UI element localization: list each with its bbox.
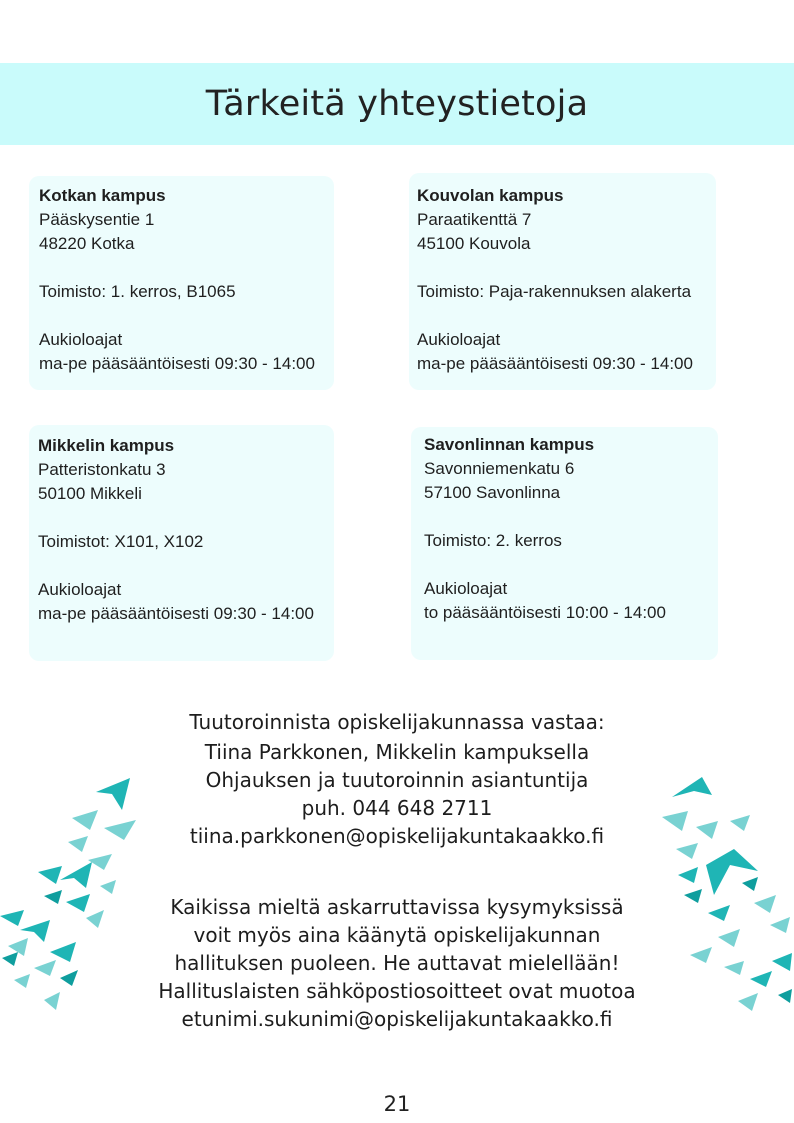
contact-role: Ohjauksen ja tuutoroinnin asiantuntija (205, 768, 589, 792)
campus-city: 45100 Kouvola (417, 234, 531, 253)
campus-hours-label: Aukioloajat (39, 330, 123, 349)
campus-hours: ma-pe pääsääntöisesti 09:30 - 14:00 (417, 354, 693, 373)
campus-hours-label: Aukioloajat (38, 580, 122, 599)
campus-card-kotka (29, 176, 334, 390)
campus-name: Mikkelin kampus (38, 436, 175, 455)
campus-office: Toimisto: Paja-rakennuksen alakerta (417, 282, 692, 301)
campus-hours-label: Aukioloajat (424, 579, 508, 598)
advice-line: Kaikissa mieltä askarruttavissa kysymyksissä (170, 895, 624, 919)
tutoring-contact (97, 708, 697, 850)
page-title: Tärkeitä yhteystietoja (205, 84, 589, 124)
page-number: 21 (383, 1092, 411, 1116)
campus-city: 48220 Kotka (39, 234, 135, 253)
paper-birds-right-icon (654, 765, 794, 1020)
advice-line: voit myös aina käänytä opiskelijakunnan (193, 923, 601, 947)
campus-street: Savonniemenkatu 6 (424, 459, 575, 478)
contact-phone: puh. 044 648 2711 (301, 796, 493, 820)
contact-heading: Tuutoroinnista opiskelijakunnassa vastaa: (189, 710, 605, 734)
campus-hours-label: Aukioloajat (417, 330, 501, 349)
campus-hours: ma-pe pääsääntöisesti 09:30 - 14:00 (39, 354, 315, 373)
paper-birds-left-icon (0, 770, 150, 1020)
campus-hours: ma-pe pääsääntöisesti 09:30 - 14:00 (38, 604, 314, 623)
campus-street: Paraatikenttä 7 (417, 210, 532, 229)
contact-email[interactable]: tiina.parkkonen@opiskelijakuntakaakko.fi (189, 824, 605, 848)
title-band (0, 63, 794, 145)
campus-name: Savonlinnan kampus (424, 435, 595, 454)
campus-street: Patteristonkatu 3 (38, 460, 166, 479)
campus-card-kouvola (409, 173, 716, 390)
campus-office: Toimisto: 1. kerros, B1065 (39, 282, 236, 301)
campus-hours: to pääsääntöisesti 10:00 - 14:00 (424, 603, 666, 622)
campus-name: Kouvolan kampus (417, 186, 564, 205)
campus-office: Toimistot: X101, X102 (38, 532, 204, 551)
campus-card-savonlinna (411, 427, 718, 660)
campus-street: Pääskysentie 1 (39, 210, 155, 229)
campus-card-mikkeli (29, 425, 334, 661)
advice-line: hallituksen puoleen. He auttavat mielellään! (174, 951, 620, 975)
campus-city: 57100 Savonlinna (424, 483, 561, 502)
advice-line: Hallituslaisten sähköpostiosoitteet ovat muotoa (158, 979, 636, 1003)
board-advice (97, 893, 697, 1033)
campus-city: 50100 Mikkeli (38, 484, 142, 503)
contact-person: Tiina Parkkonen, Mikkelin kampuksella (204, 740, 590, 764)
advice-email-format: etunimi.sukunimi@opiskelijakuntakaakko.fi (181, 1007, 613, 1031)
campus-name: Kotkan kampus (39, 186, 166, 205)
campus-office: Toimisto: 2. kerros (424, 531, 562, 550)
